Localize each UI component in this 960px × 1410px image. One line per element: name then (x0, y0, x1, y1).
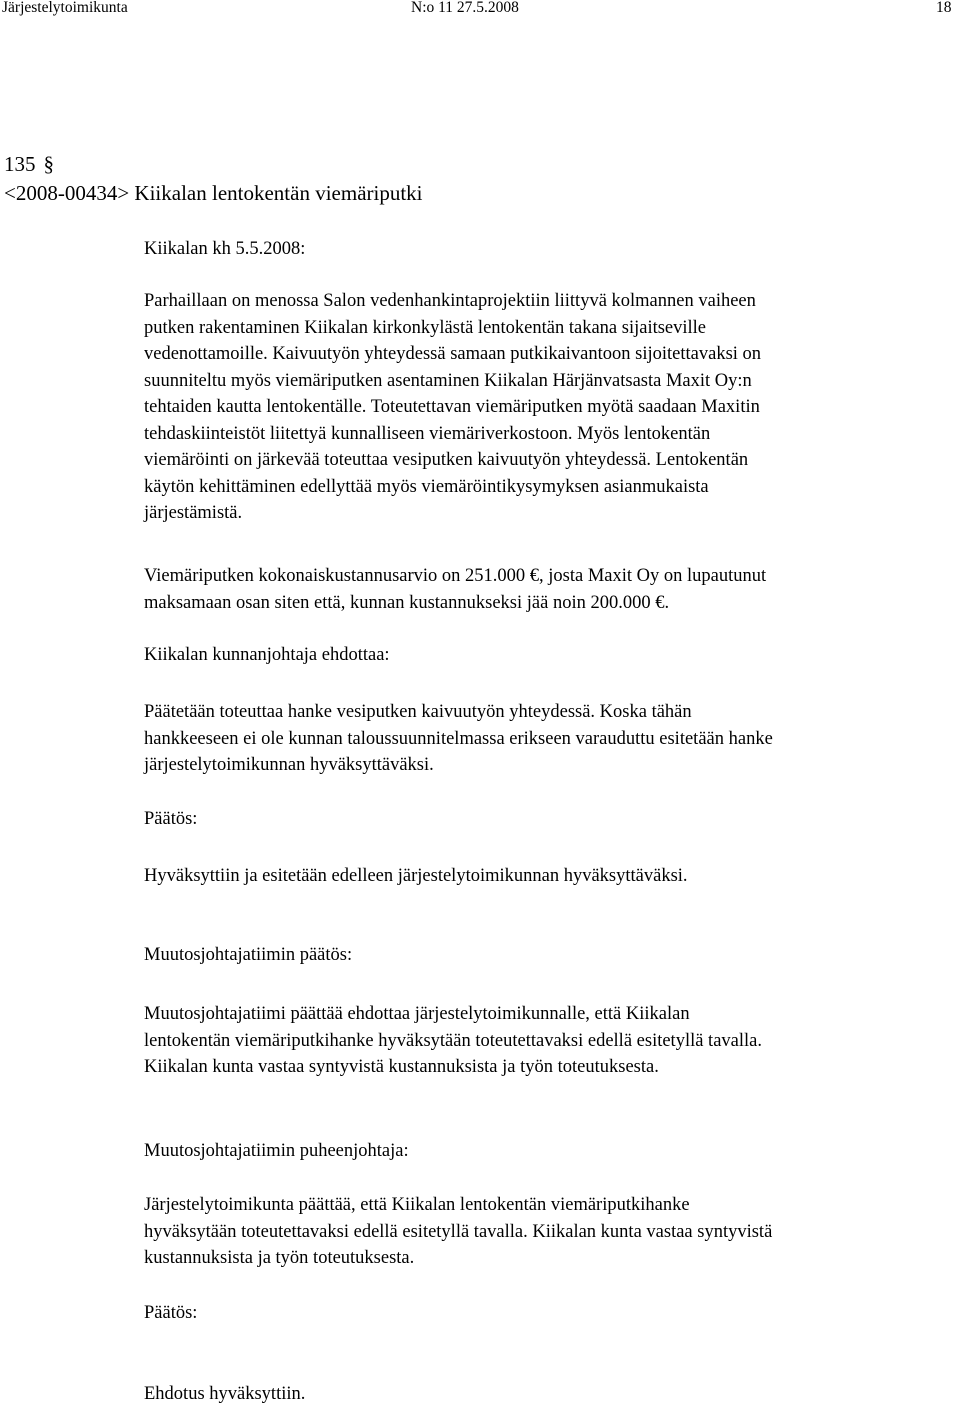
text-line: järjestelytoimikunnan hyväksyttäväksi. (144, 755, 434, 775)
text-line: putken rakentaminen Kiikalan kirkonkylästä lentokentän takana sijaitseville (144, 317, 707, 338)
text-line: Päätetään toteuttaa hanke vesiputken kaivuutyön yhteydessä. Koska tähän (144, 702, 692, 722)
text-line: viemäröinti on järkevää toteuttaa vesiputken kaivuutyön yhteydessä. Lentokentän (144, 450, 749, 470)
paragraph-decision-heading-2 (144, 1300, 956, 1327)
text-line: maksamaan osan siten että, kunnan kustannukseksi jää noin 200.000 €. (144, 592, 670, 613)
item-title: <2008-00434> Kiikalan lentokentän viemäriputki (4, 181, 423, 205)
paragraph-chair-proposal (144, 1192, 956, 1272)
text-line: kustannuksista ja työn toteutuksesta. (144, 1248, 415, 1268)
text-line: Ehdotus hyväksyttiin. (144, 1384, 306, 1404)
text-line: lentokentän viemäriputkihanke hyväksytään toteutettavaksi edellä esitetyllä tavalla. (144, 1030, 762, 1051)
paragraph-decision-1 (144, 863, 956, 890)
paragraph-manager-decision-heading (144, 942, 956, 969)
text-line: Viemäriputken kokonaiskustannusarvio on 251.000 €, josta Maxit Oy on lupautunut (144, 566, 767, 586)
paragraph-decision-heading-1 (144, 806, 956, 833)
paragraph-decision-2 (144, 1381, 956, 1408)
text-line: Hyväksyttiin ja esitetään edelleen järjestelytoimikunnan hyväksyttäväksi. (144, 866, 688, 886)
header-meeting-date: N:o 11 27.5.2008 (411, 0, 519, 16)
text-line: Parhaillaan on menossa Salon vedenhankintaprojektiin liittyvä kolmannen vaiheen (144, 291, 756, 311)
text-line: hyväksytään toteutettavaksi edellä esitetyllä tavalla. Kiikalan kunta vastaa syntyvistä (144, 1221, 773, 1242)
text-line: Päätös: (144, 1303, 198, 1323)
text-line: Järjestelytoimikunta päättää, että Kiikalan lentokentän viemäriputkihanke (144, 1195, 690, 1215)
paragraph-proposal-heading (144, 642, 956, 669)
text-line: hankkeeseen ei ole kunnan taloussuunnitelmassa erikseen varauduttu esitetään hanke (144, 728, 773, 749)
header-page-number: 18 (936, 0, 952, 16)
text-line: Kiikalan kh 5.5.2008: (144, 239, 306, 259)
paragraph-chair-heading (144, 1138, 956, 1165)
text-line: käytön kehittäminen edellyttää myös viemäröintikysymyksen asianmukaista (144, 476, 709, 497)
paragraph-cost-estimate (144, 563, 956, 616)
paragraph-background (144, 288, 956, 527)
text-line: Muutosjohtajatiimin puheenjohtaja: (144, 1141, 409, 1161)
text-line: Päätös: (144, 809, 198, 829)
header-organization: Järjestelytoimikunta (2, 0, 128, 16)
text-line: tehtaiden kautta lentokentälle. Toteutettavan viemäriputken myötä saadaan Maxitin (144, 397, 760, 417)
text-line: Muutosjohtajatiimi päättää ehdottaa järjestelytoimikunnalle, että Kiikalan (144, 1004, 690, 1024)
text-line: tehdaskiinteistöt liitettyä kunnalliseen viemäriverkostoon. Myös lentokentän (144, 423, 711, 444)
text-line: vedenottamoille. Kaivuutyön yhteydessä samaan putkikaivantoon sijoitettavaksi on (144, 344, 762, 364)
page-header (0, 0, 960, 20)
text-line: Kiikalan kunnanjohtaja ehdottaa: (144, 645, 390, 665)
item-number-line (4, 151, 54, 177)
text-line: Kiikalan kunta vastaa syntyvistä kustannuksista ja työn toteutuksesta. (144, 1057, 659, 1077)
text-line: järjestämistä. (144, 503, 243, 523)
section-sign: § (43, 152, 54, 176)
item-number: 135 (4, 152, 36, 176)
text-line: Muutosjohtajatiimin päätös: (144, 945, 353, 965)
paragraph-proposal (144, 699, 956, 779)
paragraph-date-line (144, 236, 956, 263)
text-line: suunniteltu myös viemäriputken asentaminen Kiikalan Härjänvatsasta Maxit Oy:n (144, 370, 752, 391)
paragraph-manager-decision (144, 1001, 956, 1081)
